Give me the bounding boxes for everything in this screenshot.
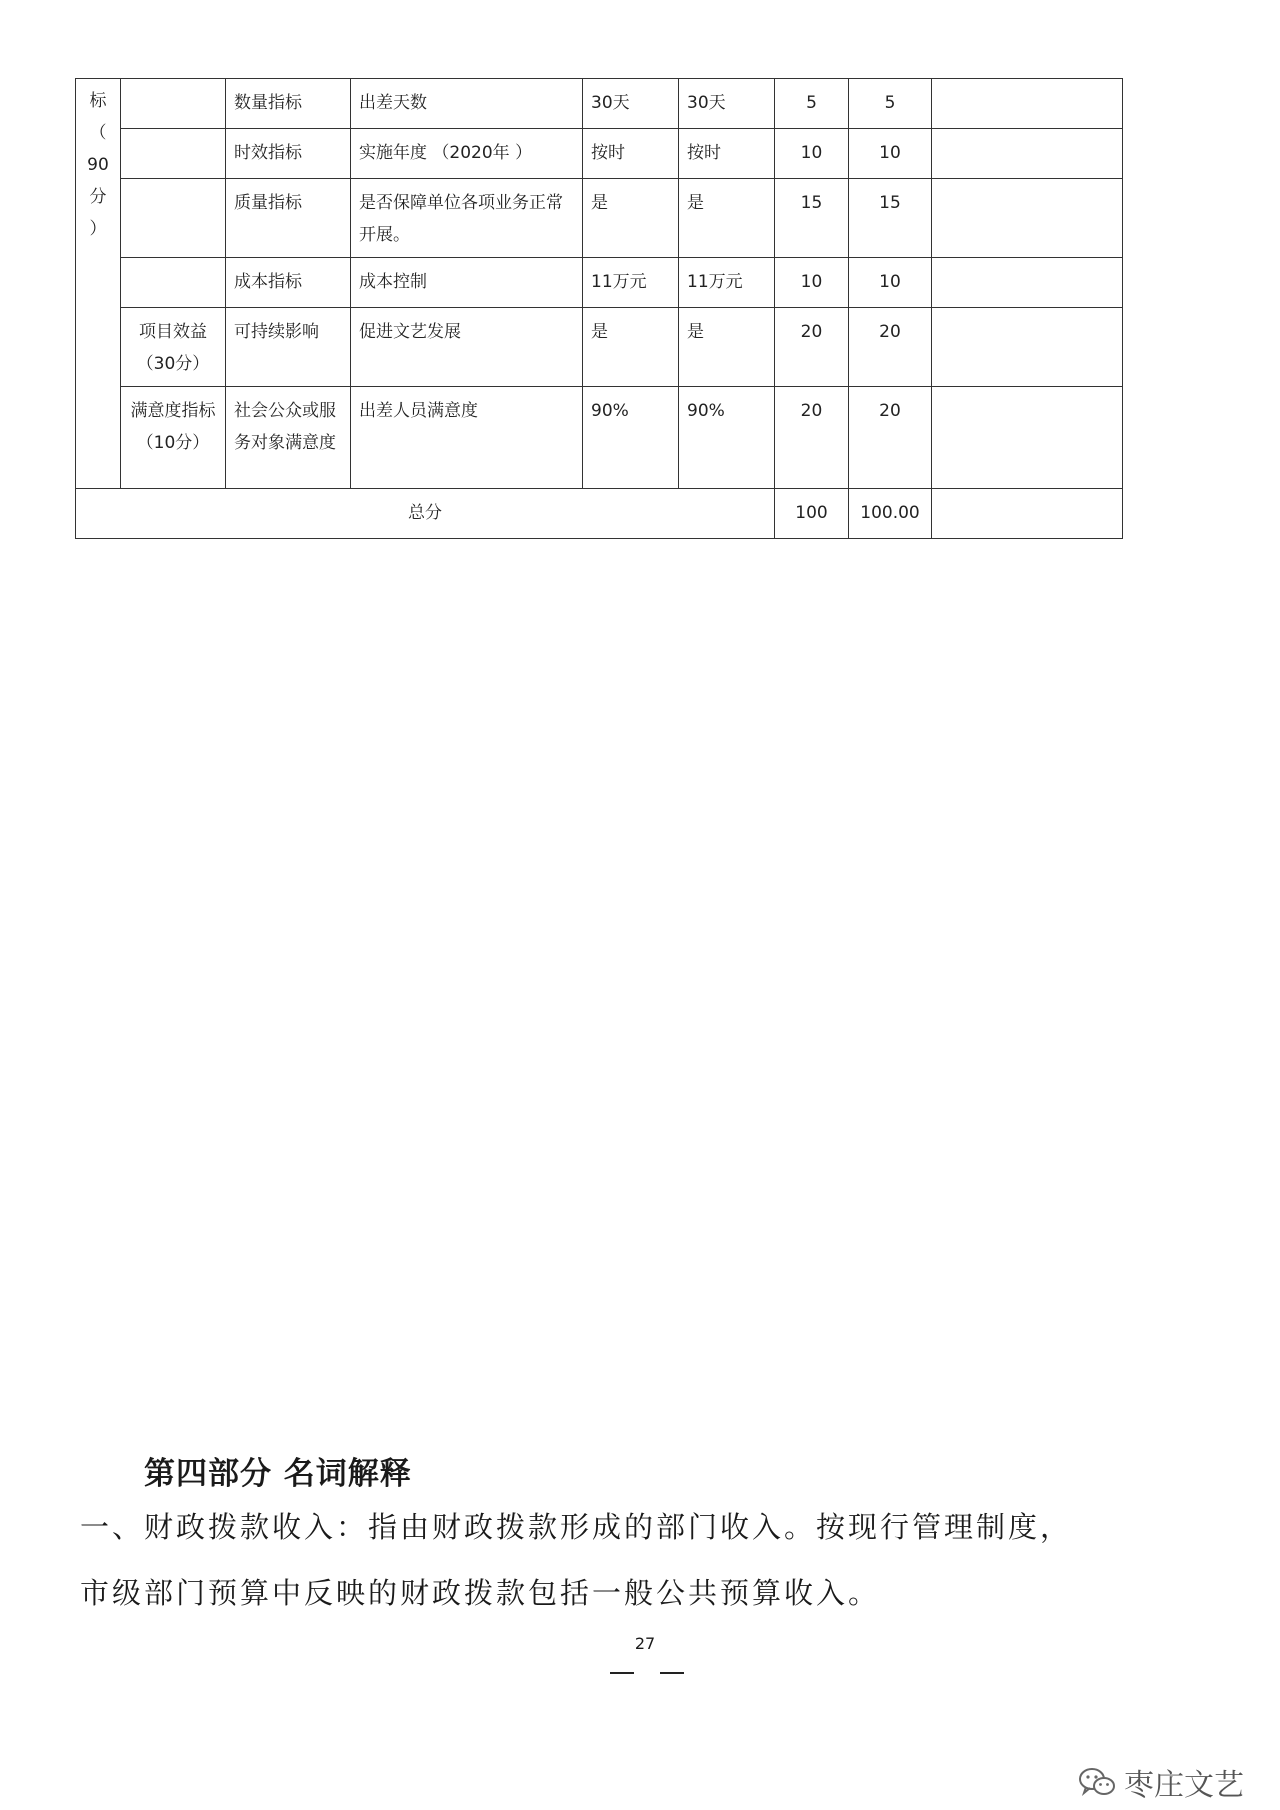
watermark: [1078, 1760, 1244, 1804]
page-dash-right: [660, 1672, 684, 1674]
wechat-icon: [1078, 1766, 1116, 1798]
paragraph-line-1: 一、财政拨款收入：指由财政拨款形成的部门收入。按现行管理制度，: [80, 1510, 1073, 1544]
table-row: 标 （ 90 分 ） 数量指标 出差天数 30天 30天 5 5: [76, 79, 1123, 129]
table-row: 满意度指标（10分） 社会公众或服务对象满意度 出差人员满意度 90% 90% 20 20: [76, 387, 1123, 489]
table-row: 项目效益（30分） 可持续影响 促进文艺发展 是 是 20 20: [76, 308, 1123, 387]
watermark-text: 枣庄文艺: [1124, 1768, 1244, 1803]
page-dash-left: [610, 1672, 634, 1674]
table-total-row: 总分 100 100.00: [76, 489, 1123, 539]
paragraph-line-2: 市级部门预算中反映的财政拨款包括一般公共预算收入。: [80, 1576, 881, 1610]
section-heading: 第四部分 名词解释: [144, 1456, 412, 1492]
table-row: 时效指标 实施年度 （2020年 ） 按时 按时 10 10: [76, 129, 1123, 179]
performance-table: [75, 78, 1123, 539]
table-row: 质量指标 是否保障单位各项业务正常开展。 是 是 15 15: [76, 179, 1123, 258]
table-row: 成本指标 成本控制 11万元 11万元 10 10: [76, 258, 1123, 308]
page-number: 27: [634, 1634, 656, 1653]
category-label: 标 （ 90 分 ）: [76, 79, 121, 489]
